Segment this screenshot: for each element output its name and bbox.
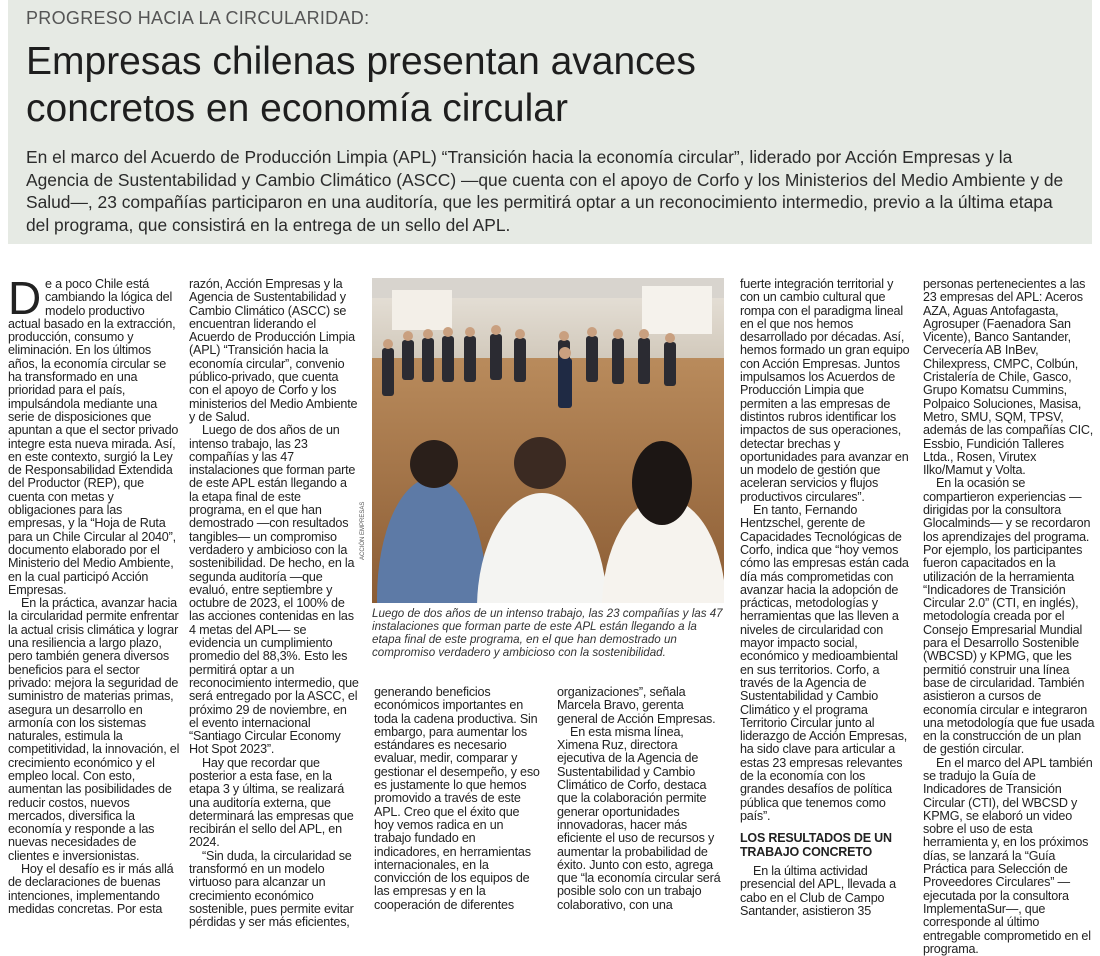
- paragraph: En el marco del APL también se tradujo la Guía de Indicadores de Transición Circular (CTI), del WBCSD y KPMG, se elaboró un video sobre el uso de esta herramienta y, en los próximos días, se lanzará la “Guía Práctica para Selección de Proveedores Circulares” —ejecutada por la consultora ImplementaSur—, que corresponde al último entregable comprometido en el programa.: [923, 755, 1093, 956]
- kicker: PROGRESO HACIA LA CIRCULARIDAD:: [26, 8, 370, 28]
- paragraph: organizaciones”, señala Marcela Bravo, gerenta general de Acción Empresas.: [557, 685, 716, 726]
- paragraph: En la ocasión se compartieron experiencias —dirigidas por la consultora Glocalminds— y se recordaron los aprendizajes del programa. Por ejemplo, los participantes fueron capacitados en la utilización de la herramienta “Indicadores de Transición Circular 2.0” (CTI, en inglés), metodología creada por el Consejo Empresarial Mundial para el Desarrollo Sostenible (WBCSD) y KPMG, que les permitió construir una línea base de circularidad. También asistieron a cursos de economía circular e integraron una metodología que fue usada en la construcción de un plan de gestión circular.: [923, 476, 1095, 757]
- headline-line-1: Empresas chilenas presentan avances: [26, 40, 696, 83]
- paragraph: generando beneficios económicos importantes en toda la cadena productiva. Sin embargo, para aumentar los estándares es necesario evaluar, medir, comparar y gestionar el desempeño, y eso es justamente lo que hemos promovido a través de este APL. Creo que el éxito que hoy vemos radica en un trabajo fundado en indicadores, en herramientas internacionales, en la convicción de los equipos de las empresas y en la cooperación de diferentes: [374, 685, 540, 912]
- dek: En el marco del Acuerdo de Producción Limpia (APL) “Transición hacia la economía circular”, liderado por Acción Empresas y la Agencia de Sustentabilidad y Cambio Climático (ASCC) —que cuenta con el apoyo de Corfo y los Ministerios del Medio Ambiente y de Salud—, 23 compañías participaron en una auditoría, que les permitirá optar a un reconocimiento intermedio, previo a la última etapa del programa, que consistirá en la entrega de un sello del APL.: [26, 147, 1064, 235]
- column-2: [189, 278, 359, 930]
- article-photo: [372, 278, 724, 603]
- paragraph: razón, Acción Empresas y la Agencia de Sustentabilidad y Cambio Climático (ASCC) se encuentran liderando el Acuerdo de Producción Limpia (APL) “Transición hacia la economía circular”, convenio público-privado, que cuenta con el apoyo de Corfo y los ministerios del Medio Ambiente y de Salud.: [189, 277, 358, 424]
- headline-line-2: concretos en economía circular: [26, 87, 568, 130]
- article-header: [8, 0, 1092, 244]
- photo-credit: ACCIÓN EMPRESAS: [360, 501, 366, 560]
- photo-caption: Luego de dos años de un intenso trabajo, las 23 compañías y las 47 instalaciones que forman parte de este APL están llegando a la etapa final de este programa, en el que han demostrado un compromiso verdadero y ambicioso con la sostenibilidad.: [372, 607, 723, 659]
- paragraph-text: e a poco Chile está cambiando la lógica del modelo productivo actual basado en la extracción, producción, consumo y eliminación. En los últimos años, la economía circular se ha transformado en una prioridad para el país, impulsándola mediante una serie de disposiciones que apuntan a que el sector privado integre esta nueva mirada. Así, en este contexto, surgió la Ley de Responsabilidad Extendida del Productor (REP), que cuenta con metas y obligaciones para las empresas, y la “Hoja de Ruta para un Chile Circular al 2040”, documento elaborado por el Ministerio del Medio Ambiente, en la cual participó Acción Empresas.: [8, 277, 179, 597]
- column-3b: [557, 686, 727, 912]
- paragraph: Luego de dos años de un intenso trabajo, las 23 compañías y las 47 instalaciones que forman parte de este APL están llegando a la etapa final de este programa, en el que han demostrado —con resultados tangibles— un compromiso verdadero y ambicioso con la sostenibilidad. De hecho, en la segunda auditoría —que evaluó, entre septiembre y octubre de 2023, el 100% de las acciones contenidas en las 4 metas del APL— se evidencia un cumplimiento promedio del 88,3%. Esto les permitirá optar a un reconocimiento intermedio, que será entregado por la ASCC, el próximo 29 de noviembre, en el evento internacional “Santiago Circular Economy Hot Spot 2023”.: [189, 423, 359, 757]
- paragraph: [8, 272, 180, 597]
- column-4: [740, 278, 910, 918]
- section-subhead: LOS RESULTADOS DE UN TRABAJO CONCRETO: [740, 831, 892, 860]
- paragraph: En la práctica, avanzar hacia la circularidad permite enfrentar la actual crisis climática y lograr una resiliencia a largo plazo, pero también genera diversos beneficios para el sector privado: mejora la seguridad de suministro de materias primas, asegura un desarrollo en armonía con los sistemas naturales, estimula la competitividad, la innovación, el crecimiento económico y el empleo local. Con esto, aumentan las posibilidades de reducir costos, nuevos mercados, diversifica la economía y responde a las nuevas necesidades de clientes e inversionistas.: [8, 596, 180, 863]
- column-5: [923, 278, 1095, 956]
- paragraph: En la última actividad presencial del APL, llevada a cabo en el Club de Campo Santander, asistieron 35: [740, 864, 896, 919]
- column-3: [374, 686, 542, 912]
- dropcap: D: [8, 272, 42, 324]
- paragraph: Hay que recordar que posterior a esta fase, en la etapa 3 y última, se realizará una auditoría externa, que determinará las empresas que recibirán el sello del APL, en 2024.: [189, 755, 354, 850]
- column-1: [8, 272, 180, 916]
- paragraph: fuerte integración territorial y con un cambio cultural que rompa con el paradigma lineal en el que nos hemos desarrollado por décadas. Así, hemos formado un gran equipo con Acción Empresas. Juntos impulsamos los Acuerdos de Producción Limpia que permiten a las empresas de distintos rubros identificar los impactos de sus operaciones, detectar brechas y oportunidades para avanzar en un modelo de gestión que aceleran servicios y flujos productivos circulares”.: [740, 277, 910, 504]
- paragraph: “Sin duda, la circularidad se transformó en un modelo virtuoso para alcanzar un crecimiento económico sostenible, pues permite evitar pérdidas y ser más eficientes,: [189, 848, 354, 930]
- paragraph: personas pertenecientes a las 23 empresas del APL: Aceros AZA, Aguas Antofagasta, Agrosuper (Faenadora San Vicente), Banco Santander, Cervecería AB InBev, Chilexpress, CMPC, Colbún, Cristalería de Chile, Gasco, Grupo Komatsu Cummins, Polpaico Soluciones, Masisa, Metro, SMU, SQM, TPSV, además de las compañías CIC, Essbio, Fundición Talleres Ltda., Rosen, Virutex Ilko/Mamut y Volta.: [923, 277, 1094, 478]
- photo-illustration: [372, 278, 724, 603]
- paragraph: En esta misma línea, Ximena Ruz, directora ejecutiva de la Agencia de Sustentabilidad y Cambio Climático de Corfo, destaca que la colaboración permite generar oportunidades innovadoras, hacer más eficiente el uso de recursos y aumentar la probabilidad de éxito. Junto con esto, agrega que “la economía circular será posible solo con un trabajo colaborativo, con una: [557, 724, 721, 912]
- paragraph: En tanto, Fernando Hentzschel, gerente de Capacidades Tecnológicas de Corfo, indica que “hoy vemos cómo las empresas están cada día más comprometidas con avanzar hacia la adopción de prácticas, metodologías y herramientas que las lleven a niveles de circularidad con mayor impacto social, económico y medioambiental en sus territorios. Corfo, a través de la Agencia de Sustentabilidad y Cambio Climático y el programa Territorio Circular junto al liderazgo de Acción Empresas, ha sido clave para articular a estas 23 empresas relevantes de la economía con los grandes desafíos de política pública que tenemos como país”.: [740, 503, 909, 823]
- paragraph: Hoy el desafío es ir más allá de declaraciones de buenas intenciones, implementando medidas concretas. Por esta: [8, 862, 174, 916]
- headline: [26, 38, 1026, 132]
